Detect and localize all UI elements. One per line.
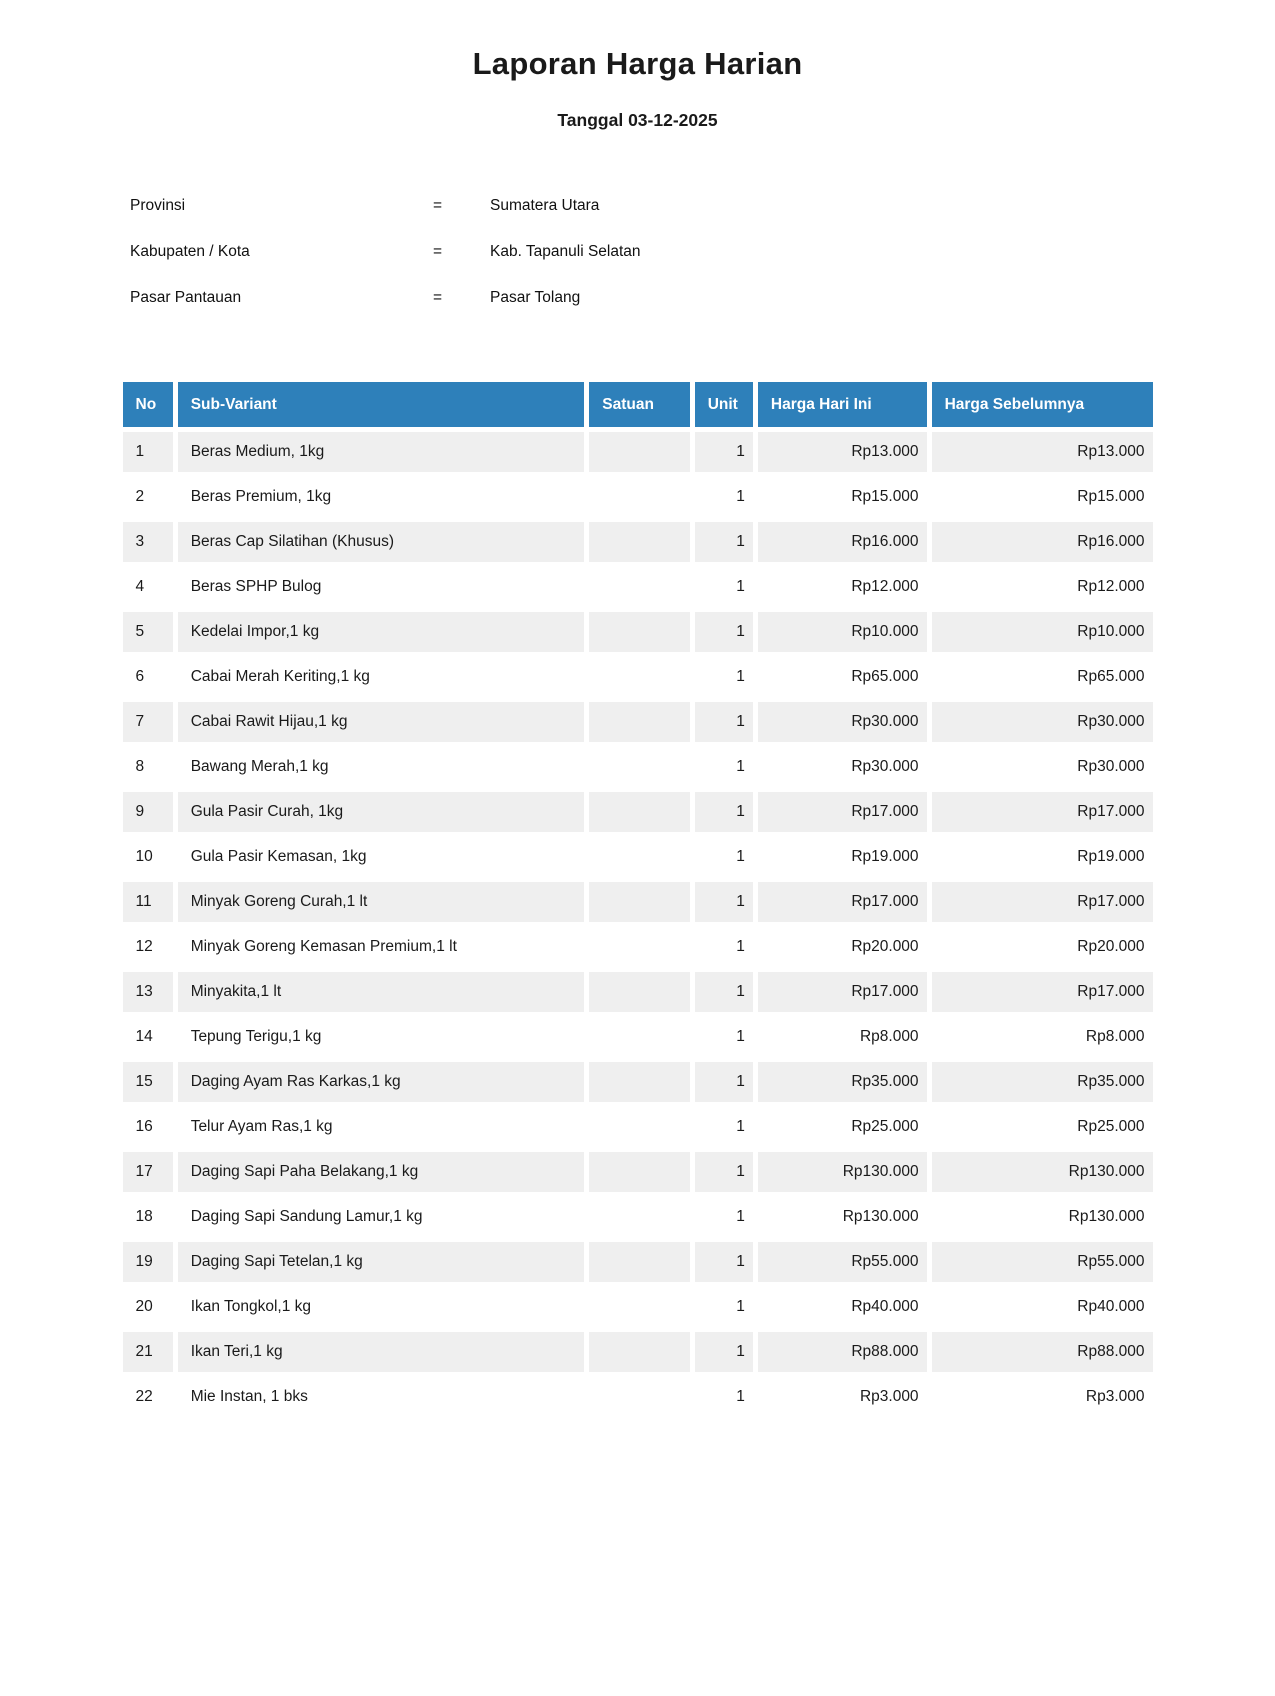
cell-sub-variant: Gula Pasir Kemasan, 1kg: [178, 837, 585, 877]
cell-harga-hari-ini: Rp20.000: [758, 927, 927, 967]
cell-unit: 1: [695, 612, 753, 652]
equals-sign: =: [433, 289, 443, 306]
cell-unit: 1: [695, 567, 753, 607]
cell-satuan: [589, 927, 689, 967]
cell-harga-hari-ini: Rp3.000: [758, 1377, 927, 1417]
cell-sub-variant: Cabai Merah Keriting,1 kg: [178, 657, 585, 697]
cell-harga-sebelumnya: Rp40.000: [932, 1287, 1153, 1327]
cell-satuan: [589, 1332, 689, 1372]
table-row: [123, 1332, 1153, 1372]
report-date-line: [0, 110, 1275, 131]
table-row: [123, 702, 1153, 742]
col-header-sub-variant: Sub-Variant: [178, 382, 585, 427]
cell-no: 6: [123, 657, 173, 697]
table-header-row: [123, 382, 1153, 427]
cell-unit: 1: [695, 702, 753, 742]
col-header-harga-sebelumnya: Harga Sebelumnya: [932, 382, 1153, 427]
table-row: [123, 1377, 1153, 1417]
cell-sub-variant: Beras SPHP Bulog: [178, 567, 585, 607]
cell-unit: 1: [695, 927, 753, 967]
col-header-satuan: Satuan: [589, 382, 689, 427]
cell-harga-sebelumnya: Rp15.000: [932, 477, 1153, 517]
cell-harga-sebelumnya: Rp10.000: [932, 612, 1153, 652]
cell-harga-hari-ini: Rp13.000: [758, 432, 927, 472]
cell-satuan: [589, 612, 689, 652]
report-title: Laporan Harga Harian: [472, 46, 803, 81]
cell-harga-hari-ini: Rp65.000: [758, 657, 927, 697]
meta-row: [130, 183, 1275, 229]
cell-unit: 1: [695, 522, 753, 562]
cell-harga-hari-ini: Rp10.000: [758, 612, 927, 652]
cell-no: 15: [123, 1062, 173, 1102]
cell-satuan: [589, 1107, 689, 1147]
cell-harga-sebelumnya: Rp55.000: [932, 1242, 1153, 1282]
cell-no: 8: [123, 747, 173, 787]
cell-harga-sebelumnya: Rp30.000: [932, 747, 1153, 787]
cell-satuan: [589, 882, 689, 922]
cell-no: 20: [123, 1287, 173, 1327]
cell-harga-sebelumnya: Rp12.000: [932, 567, 1153, 607]
meta-label: Kabupaten / Kota: [130, 243, 250, 260]
cell-harga-sebelumnya: Rp17.000: [932, 972, 1153, 1012]
cell-unit: 1: [695, 1332, 753, 1372]
cell-no: 11: [123, 882, 173, 922]
table-row: [123, 1107, 1153, 1147]
cell-satuan: [589, 1242, 689, 1282]
cell-harga-sebelumnya: Rp3.000: [932, 1377, 1153, 1417]
cell-sub-variant: Beras Premium, 1kg: [178, 477, 585, 517]
cell-satuan: [589, 702, 689, 742]
table-row: [123, 1242, 1153, 1282]
table-row: [123, 1017, 1153, 1057]
report-page: [0, 46, 1275, 1696]
cell-sub-variant: Tepung Terigu,1 kg: [178, 1017, 585, 1057]
cell-satuan: [589, 747, 689, 787]
table-row: [123, 837, 1153, 877]
cell-no: 10: [123, 837, 173, 877]
table-row: [123, 432, 1153, 472]
cell-harga-sebelumnya: Rp19.000: [932, 837, 1153, 877]
cell-harga-sebelumnya: Rp65.000: [932, 657, 1153, 697]
cell-no: 19: [123, 1242, 173, 1282]
cell-no: 16: [123, 1107, 173, 1147]
cell-harga-hari-ini: Rp30.000: [758, 747, 927, 787]
cell-no: 12: [123, 927, 173, 967]
cell-satuan: [589, 1152, 689, 1192]
table-row: [123, 882, 1153, 922]
cell-sub-variant: Minyakita,1 lt: [178, 972, 585, 1012]
cell-unit: 1: [695, 1107, 753, 1147]
cell-satuan: [589, 657, 689, 697]
table-row: [123, 927, 1153, 967]
meta-row: [130, 229, 1275, 275]
cell-harga-sebelumnya: Rp20.000: [932, 927, 1153, 967]
cell-unit: 1: [695, 432, 753, 472]
cell-unit: 1: [695, 972, 753, 1012]
cell-unit: 1: [695, 1062, 753, 1102]
cell-harga-hari-ini: Rp30.000: [758, 702, 927, 742]
cell-sub-variant: Beras Cap Silatihan (Khusus): [178, 522, 585, 562]
cell-no: 1: [123, 432, 173, 472]
cell-harga-sebelumnya: Rp17.000: [932, 882, 1153, 922]
price-table: [118, 377, 1158, 1422]
cell-satuan: [589, 567, 689, 607]
cell-harga-hari-ini: Rp15.000: [758, 477, 927, 517]
cell-satuan: [589, 1377, 689, 1417]
cell-satuan: [589, 972, 689, 1012]
cell-no: 5: [123, 612, 173, 652]
cell-unit: 1: [695, 1242, 753, 1282]
cell-harga-sebelumnya: Rp130.000: [932, 1152, 1153, 1192]
cell-harga-sebelumnya: Rp8.000: [932, 1017, 1153, 1057]
cell-unit: 1: [695, 882, 753, 922]
cell-no: 21: [123, 1332, 173, 1372]
cell-satuan: [589, 837, 689, 877]
equals-sign: =: [433, 243, 443, 260]
cell-harga-hari-ini: Rp25.000: [758, 1107, 927, 1147]
cell-unit: 1: [695, 1287, 753, 1327]
cell-harga-sebelumnya: Rp88.000: [932, 1332, 1153, 1372]
cell-no: 17: [123, 1152, 173, 1192]
table-row: [123, 612, 1153, 652]
cell-satuan: [589, 1197, 689, 1237]
table-row: [123, 747, 1153, 787]
cell-no: 13: [123, 972, 173, 1012]
cell-harga-sebelumnya: Rp13.000: [932, 432, 1153, 472]
cell-sub-variant: Daging Sapi Paha Belakang,1 kg: [178, 1152, 585, 1192]
table-row: [123, 1287, 1153, 1327]
cell-sub-variant: Daging Ayam Ras Karkas,1 kg: [178, 1062, 585, 1102]
cell-unit: 1: [695, 477, 753, 517]
cell-sub-variant: Ikan Tongkol,1 kg: [178, 1287, 585, 1327]
meta-value: Pasar Tolang: [490, 289, 581, 306]
cell-no: 7: [123, 702, 173, 742]
date-value: 03-12-2025: [628, 110, 718, 130]
cell-harga-hari-ini: Rp40.000: [758, 1287, 927, 1327]
cell-satuan: [589, 522, 689, 562]
cell-unit: 1: [695, 747, 753, 787]
cell-no: 22: [123, 1377, 173, 1417]
cell-no: 14: [123, 1017, 173, 1057]
cell-sub-variant: Gula Pasir Curah, 1kg: [178, 792, 585, 832]
cell-satuan: [589, 792, 689, 832]
cell-satuan: [589, 1017, 689, 1057]
table-row: [123, 1197, 1153, 1237]
cell-sub-variant: Minyak Goreng Kemasan Premium,1 lt: [178, 927, 585, 967]
meta-value: Sumatera Utara: [490, 197, 600, 214]
cell-unit: 1: [695, 1377, 753, 1417]
cell-harga-hari-ini: Rp12.000: [758, 567, 927, 607]
cell-no: 9: [123, 792, 173, 832]
cell-unit: 1: [695, 657, 753, 697]
cell-sub-variant: Telur Ayam Ras,1 kg: [178, 1107, 585, 1147]
cell-sub-variant: Beras Medium, 1kg: [178, 432, 585, 472]
cell-sub-variant: Ikan Teri,1 kg: [178, 1332, 585, 1372]
cell-harga-sebelumnya: Rp130.000: [932, 1197, 1153, 1237]
cell-no: 3: [123, 522, 173, 562]
cell-harga-sebelumnya: Rp17.000: [932, 792, 1153, 832]
cell-harga-hari-ini: Rp17.000: [758, 882, 927, 922]
cell-sub-variant: Minyak Goreng Curah,1 lt: [178, 882, 585, 922]
table-row: [123, 477, 1153, 517]
cell-unit: 1: [695, 837, 753, 877]
cell-satuan: [589, 1287, 689, 1327]
cell-sub-variant: Cabai Rawit Hijau,1 kg: [178, 702, 585, 742]
cell-harga-sebelumnya: Rp35.000: [932, 1062, 1153, 1102]
cell-harga-hari-ini: Rp16.000: [758, 522, 927, 562]
cell-harga-hari-ini: Rp130.000: [758, 1197, 927, 1237]
equals-sign: =: [433, 197, 443, 214]
cell-harga-hari-ini: Rp17.000: [758, 792, 927, 832]
cell-sub-variant: Daging Sapi Sandung Lamur,1 kg: [178, 1197, 585, 1237]
cell-harga-hari-ini: Rp8.000: [758, 1017, 927, 1057]
cell-sub-variant: Daging Sapi Tetelan,1 kg: [178, 1242, 585, 1282]
cell-satuan: [589, 432, 689, 472]
cell-sub-variant: Kedelai Impor,1 kg: [178, 612, 585, 652]
cell-no: 4: [123, 567, 173, 607]
cell-harga-hari-ini: Rp17.000: [758, 972, 927, 1012]
meta-label: Pasar Pantauan: [130, 289, 242, 306]
cell-unit: 1: [695, 1152, 753, 1192]
meta-label: Provinsi: [130, 197, 186, 214]
cell-sub-variant: Bawang Merah,1 kg: [178, 747, 585, 787]
col-header-harga-hari-ini: Harga Hari Ini: [758, 382, 927, 427]
cell-harga-hari-ini: Rp130.000: [758, 1152, 927, 1192]
date-label: Tanggal: [557, 110, 624, 130]
cell-harga-hari-ini: Rp55.000: [758, 1242, 927, 1282]
cell-harga-sebelumnya: Rp25.000: [932, 1107, 1153, 1147]
table-row: [123, 522, 1153, 562]
cell-unit: 1: [695, 1017, 753, 1057]
col-header-no: No: [123, 382, 173, 427]
cell-no: 18: [123, 1197, 173, 1237]
cell-satuan: [589, 1062, 689, 1102]
table-row: [123, 1152, 1153, 1192]
table-body: [123, 432, 1153, 1417]
meta-row: [130, 275, 1275, 321]
col-header-unit: Unit: [695, 382, 753, 427]
cell-unit: 1: [695, 1197, 753, 1237]
cell-harga-sebelumnya: Rp16.000: [932, 522, 1153, 562]
table-row: [123, 972, 1153, 1012]
cell-harga-hari-ini: Rp88.000: [758, 1332, 927, 1372]
cell-satuan: [589, 477, 689, 517]
table-row: [123, 792, 1153, 832]
cell-unit: 1: [695, 792, 753, 832]
meta-value: Kab. Tapanuli Selatan: [490, 243, 641, 260]
table-row: [123, 567, 1153, 607]
table-row: [123, 657, 1153, 697]
cell-harga-sebelumnya: Rp30.000: [932, 702, 1153, 742]
report-meta: [130, 183, 1275, 321]
cell-sub-variant: Mie Instan, 1 bks: [178, 1377, 585, 1417]
table-row: [123, 1062, 1153, 1102]
cell-harga-hari-ini: Rp35.000: [758, 1062, 927, 1102]
cell-no: 2: [123, 477, 173, 517]
cell-harga-hari-ini: Rp19.000: [758, 837, 927, 877]
